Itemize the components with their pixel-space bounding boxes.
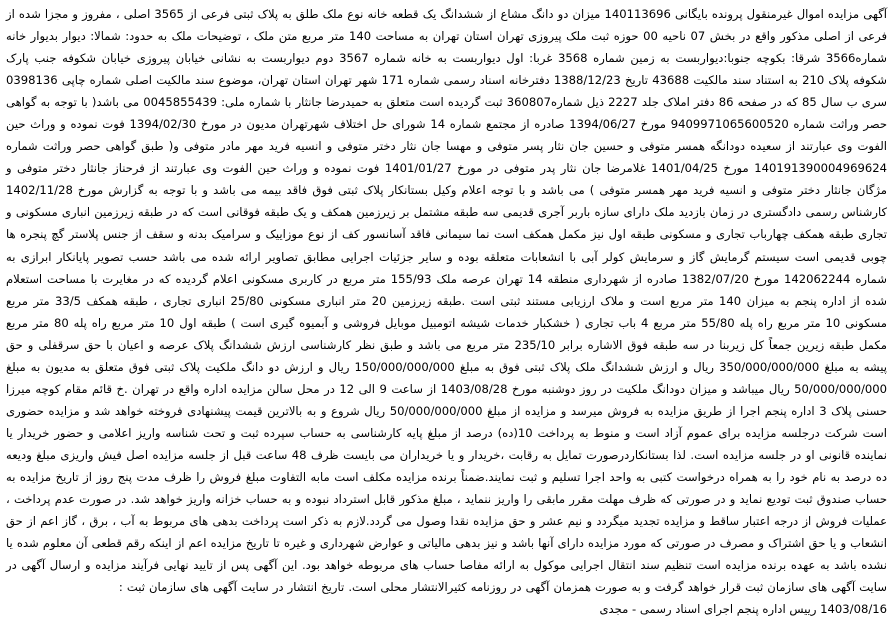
notice-body-text: آگهی مزایده اموال غیرمنقول پرونده بایگانی 140113696 میزان دو دانگ مشاع از ششدانگ یک قطعه خانه نوع ملک طلق به پلاک ثبتی فرعی از 3565 اصلی ، مفروز و مجزا شده از فرعی از اصلی مذکور واقع در بخش 07 ناحیه 00 حوزه ثبت ملک پیروزی تهران استان تهران به مساحت 140 متر مربع متن ملک ، توضیحات ملک به حدود: شمالا: دیوار بدیوار خانه شماره3566 شرقا: بکوچه جنوبا:دیواربست به زمین شماره 3568 غربا: اول دیواربست به خانه شماره 3567 دوم دیواربست به نشانی خیابان پیروزی خیابان شکوفه جنب پارک شکوفه پلاک 210 به استناد سند مالکیت 43688 تاریخ 1388/12/23 دفترخانه اسناد رسمی شماره 171 شهر تهران استان تهران، موضوع سند مالکیت اصلی شماره چاپی 0398136 سری ب سال 85 که در صفحه 86 دفتر املاک جلد 2227 ذیل شماره360807 ثبت گردیده است متعلق به حمیدرضا جانثار با شماره ملی: 0045855439 می باشد( با توجه به گواهی حصر وراثت شماره 9409971065600520 مورخ 1394/06/27 صادره از مجتمع شماره 14 شورای حل اختلاف شهرتهران مدیون در مورخ 1394/02/30 فوت نموده و وراث حین الفوت وی عبارتند از سعیده دودانگه همسر متوفی و حسین جان نثار پسر متوفی و مهسا جان نثار دختر متوفی و انسیه فرید مهر مادر متوفی و( طبق گواهی حصر وراثت شماره 140191390004969624 مورخ 1401/04/25 غلامرضا جان نثار پدر متوفی در مورخ 1401/01/27 فوت نموده و وراث حین الفوت وی عبارتند از فرحناز جانثار دختر متوفی و مژگان جانثار دختر متوفی و انسیه فرید مهر همسر متوفی ) می باشد و با توجه اعلام وکیل بستانکار پلاک ثبتی فوق فاقد بیمه می باشد و با توجه به گزارش مورخ 1402/11/28 کارشناس رسمی دادگستری در زمان بازدید ملک دارای سازه باربر آجری قدیمی سه طبقه مشتمل بر زیرزمین همکف و یک طبقه فوقانی است که در طبقه زیرزمین انباری مسکونی و تجاری طبقه همکف چهارباب تجاری و مسکونی طبقه اول نیز مکمل همکف است نما سیمانی فاقد آسانسور کف از نوع موزاییک و سرامیک بدنه و سقف از جنس پلاستر گچ پنجره ها چوبی قدیمی است سیستم گرمایش گاز و سرمایش کولر آبی با انشعابات متعلقه بوده و سایر جزئیات اجرایی مطابق تصاویر ارائه شده می باشد حسب تصویر پایانکار ابرازی به شماره 142062244 مورخ 1382/07/20 صادره از شهرداری منطقه 14 تهران عرصه ملک 155/93 متر مربع در کاربری مسکونی اعلام گردیده که در مغایرت با مساحت استعلام شده از اداره پنجم به میزان 140 متر مربع است و ملاک ارزیابی مستند ثبتی است .طبقه زیرزمین 20 متر انباری مسکونی 25/80 انباری تجاری ، طبقه همکف 33/5 متر مربع مسکونی 10 متر مربع راه پله 55/80 متر مربع 4 باب تجاری ( خشکبار خدمات شیشه اتومبیل موبایل فروشی و آبمیوه گیری است ) طبقه اول 10 متر مربع راه پله 80 متر مربع مکمل طبقه زیرین جمعاً کل زیربنا در سه طبقه فوق الاشاره برابر 235/10 متر مربع می باشد و طبق نظر کارشناسی ارزش ششدانگ پلاک عرصه و اعیان با حق سرقفلی و حق پیشه به مبلغ 350/000/000/000 ریال و ارزش ششدانگ ملک پلاک ثبتی فوق به مبلغ 150/000/000/000 ریال و ارزش دو دانگ ملکیت پلاک ثبتی فوق متعلق به مدیون به مبلغ 50/000/000/000 ریال میباشد و میزان دودانگ ملکیت در روز دوشنبه مورخ 1403/08/28 از ساعت 9 الی 12 در محل سالن مزایده اداره واقع در تهران .خ قائم مقام کوچه میرزا حسنی پلاک 3 اداره پنجم اجرا از طریق مزایده به فروش میرسد و مزایده از مبلغ 50/000/000/000 ریال شروع و به بالاترین قیمت پیشنهادی فروخته خواهد شد و مزایده حضوری است شرکت درجلسه مزایده برای عموم آزاد است و منوط به پرداخت 10(ده) درصد از مبلغ پایه کارشناسی به حساب سپرده ثبت و تحت شناسه واریز اعلامی و حضور خریدار یا نماینده قانونی او در جلسه مزایده است. لذا بستانکاردرصورت تمایل به رقابت ،خریدار و یا خریداران می بایست ظرف 48 ساعت قبل از جلسه مزایده اصل فیش واریزی مبلغ ودیعه ده درصد به نام خود را به همراه درخواست کتبی به واحد اجرا تسلیم و ثبت نمایند.ضمناً برنده مزایده مکلف است مابه التفاوت مبلغ فروش را ظرف مدت پنج روز از تاریخ مزایده به حساب صندوق ثبت تودیع نماید و در صورتی که ظرف مهلت مقرر مابقی را واریز ننماید ، مبلغ مذکور قابل استرداد نبوده و به حساب خزانه واریز خواهد شد. در صورت عدم پرداخت ، عملیات فروش از درجه اعتبار ساقط و مزایده تجدید میگردد و نیم عشر و حق مزایده نقدا وصول می گردد.لازم به ذکر است پرداخت بدهی های مربوط به آب ، برق ، گاز اعم از حق انشعاب و یا حق اشتراک و مصرف در صورتی که مورد مزایده دارای آنها باشد و نیز بدهی مالیاتی و عوارض شهرداری و غیره تا تاریخ مزایده اعم از اینکه رقم قطعی آن معلوم شده یا نشده باشد به عهده برنده مزایده است تنظیم سند انتقال اجرایی موکول به ارائه مفاصا حساب های مربوطه خواهد بود. این آگهی پس از تایید نهایی فرآیند مزایده و ارسال آگهی در سایت آگهی های سازمان ثبت قرار خواهد گرفت و به صورت همزمان آگهی در روزنامه کثیرالانتشار محلی است. تاریخ انتشار در سایت آگهی های سازمان ثبت : <box>6 7 888 595</box>
notice-footer-signature: 1403/08/16 رییس اداره پنجم اجرای اسناد رسمی - مجدی <box>599 602 887 617</box>
